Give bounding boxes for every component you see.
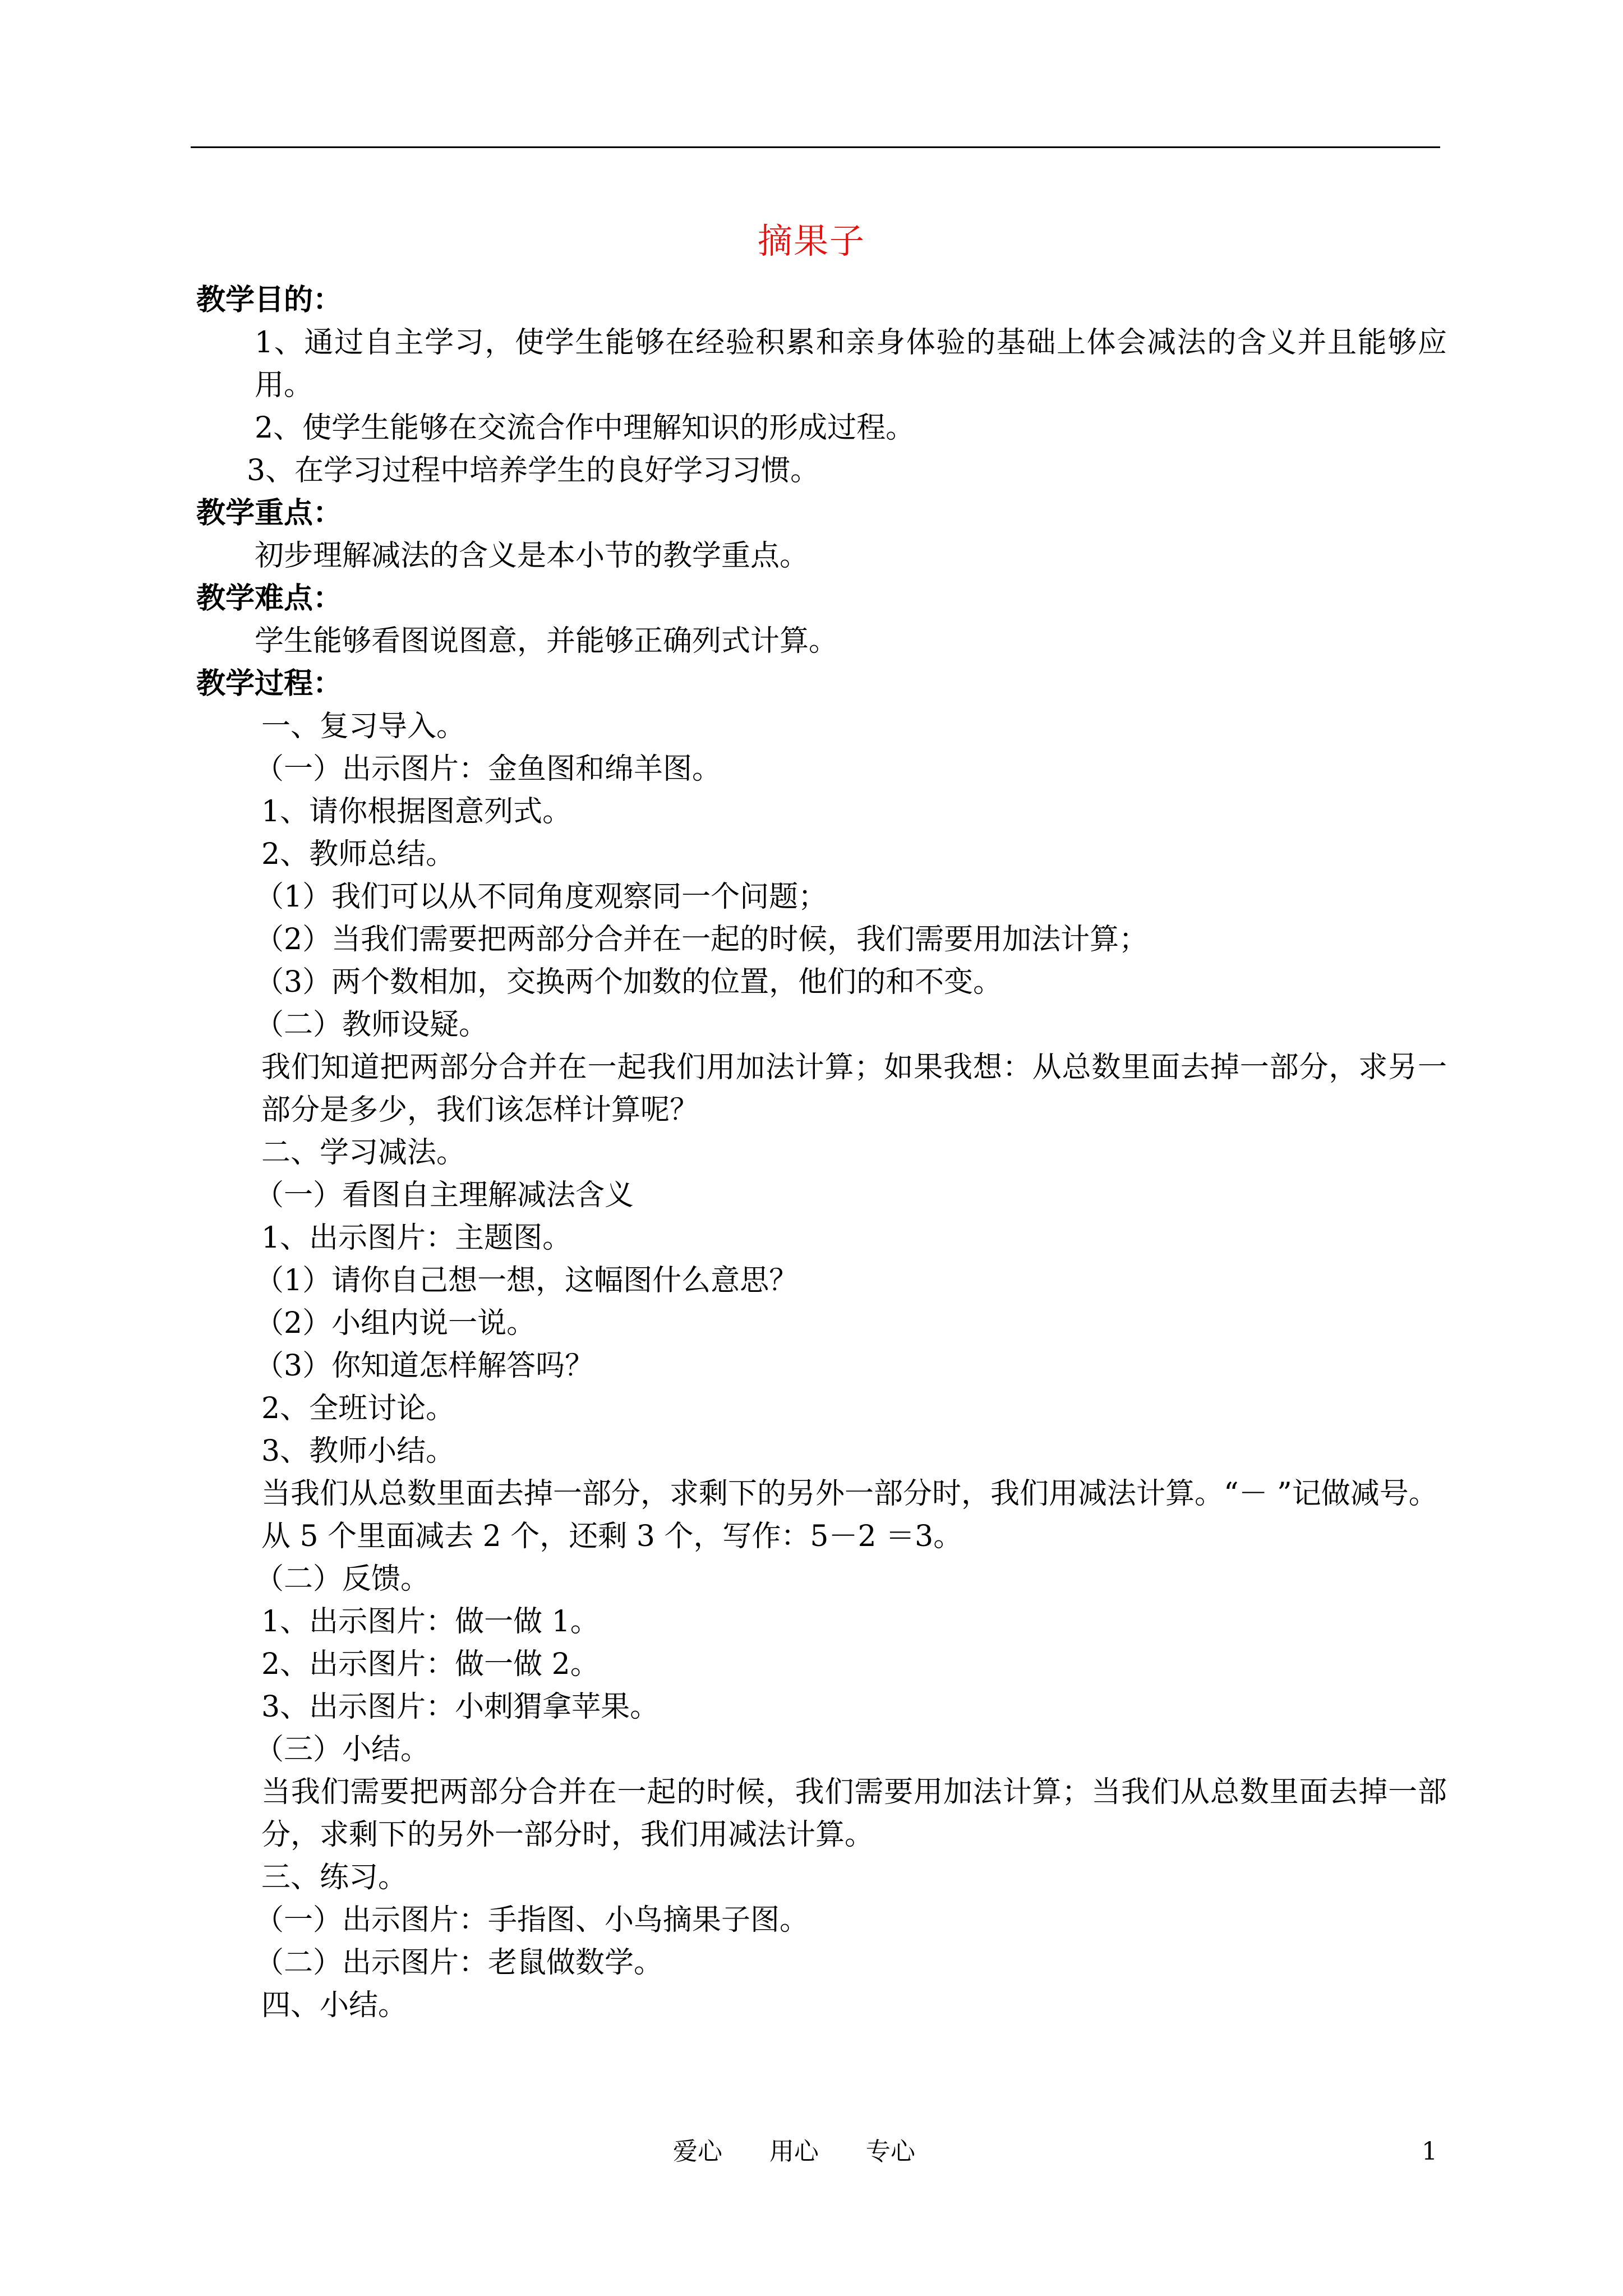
process-line: （三）小结。 [255,1733,430,1766]
process-line: 四、小结。 [261,1989,408,2022]
process-line: 3、出示图片：小刺猬拿苹果。 [261,1690,660,1724]
footer-motto: 爱心 用心 专心 [673,2137,915,2166]
process-line: （一）出示图片：金鱼图和绵羊图。 [255,752,722,786]
document-title: 摘果子 [757,220,865,261]
process-line: （一）看图自主理解减法含义 [255,1179,634,1212]
process-line: （3）你知道怎样解答吗？ [255,1349,594,1383]
process-paragraph: 我们知道把两部分合并在一起我们用加法计算；如果我想：从总数里面去掉一部分，求另一部分是多少，我们该怎样计算呢？ [261,1051,1447,1127]
process-line: （1）我们可以从不同角度观察同一个问题； [255,880,828,914]
process-line: 一、复习导入。 [261,710,466,743]
process-line: （二）出示图片：老鼠做数学。 [255,1946,663,1980]
process-line: 1、请你根据图意列式。 [261,795,572,829]
process-line: （2）当我们需要把两部分合并在一起的时候，我们需要用加法计算； [255,923,1149,956]
process-line: 三、练习。 [261,1861,408,1894]
process-paragraph: 当我们需要把两部分合并在一起的时候，我们需要用加法计算；当我们从总数里面去掉一部分，求剩下的另外一部分时，我们用减法计算。 [261,1775,1447,1852]
process-paragraph: 当我们从总数里面去掉一部分，求剩下的另外一部分时，我们用减法计算。“－ ”记做减号。 [261,1477,1438,1511]
key-point-heading: 教学重点： [196,496,343,530]
process-line: （一）出示图片：手指图、小鸟摘果子图。 [255,1903,809,1937]
goal-item-1: 1、通过自主学习，使学生能够在经验积累和亲身体验的基础上体会减法的含义并且能够应用。 [255,326,1447,402]
process-line: 2、教师总结。 [261,838,455,871]
process-line: 2、全班讨论。 [261,1392,455,1425]
goal-item-2: 2、使学生能够在交流合作中理解知识的形成过程。 [255,411,915,445]
goal-item-3: 3、在学习过程中培养学生的良好学习习惯。 [247,454,820,487]
difficulty-text: 学生能够看图说图意，并能够正确列式计算。 [255,624,838,658]
goals-heading: 教学目的： [196,283,343,317]
process-line: （1）请你自己想一想，这幅图什么意思？ [255,1264,799,1297]
process-heading: 教学过程： [196,666,343,701]
process-line: 二、学习减法。 [261,1136,466,1170]
process-line: （二）教师设疑。 [255,1008,488,1042]
process-line: 1、出示图片：做一做 1。 [261,1605,600,1639]
process-line: 从 5 个里面减去 2 个，还剩 3 个，写作：5－2 ＝3。 [261,1520,963,1553]
process-line: 2、出示图片：做一做 2。 [261,1648,600,1681]
process-line: （3）两个数相加，交换两个加数的位置，他们的和不变。 [255,965,1003,999]
key-point-text: 初步理解减法的含义是本小节的教学重点。 [255,539,809,573]
process-line: 3、教师小结。 [261,1434,455,1468]
page-number: 1 [1422,2137,1437,2166]
document-body [196,279,1447,2027]
process-line: （二）反馈。 [255,1562,430,1596]
process-line: （2）小组内说一说。 [255,1306,536,1340]
header-rule [191,146,1440,148]
difficulty-heading: 教学难点： [196,581,343,615]
process-line: 1、出示图片：主题图。 [261,1221,572,1255]
